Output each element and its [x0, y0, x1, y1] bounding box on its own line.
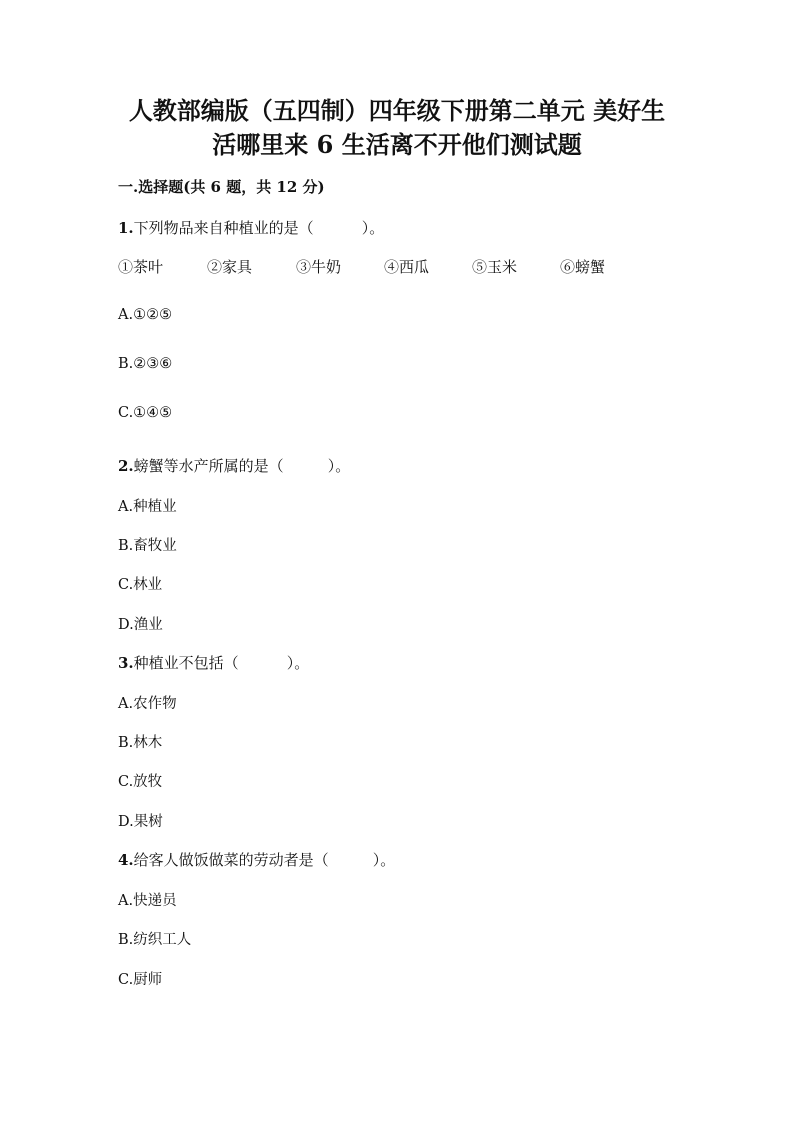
question-number: 2.	[118, 457, 134, 475]
question-close: ）。	[286, 654, 310, 672]
question-4-option-a: A.快递员	[118, 893, 177, 909]
worksheet-title-line-1: 人教部编版（五四制）四年级下册第二单元 美好生	[128, 96, 666, 125]
question-3-option-d: D.果树	[118, 814, 163, 830]
question-2-option-c: C.林业	[118, 577, 163, 593]
question-text: 螃蟹等水产所属的是（	[133, 457, 284, 475]
question-4-option-c: C.厨师	[118, 972, 163, 988]
question-text: 下列物品来自种植业的是（	[133, 219, 314, 237]
question-1-option-c: C.①④⑤	[118, 405, 173, 421]
question-text: 种植业不包括（	[133, 654, 239, 672]
worksheet-title-line-2: 活哪里来 6 生活离不开他们测试题	[212, 130, 582, 159]
question-1	[118, 217, 384, 238]
question-3-option-c: C.放牧	[118, 774, 163, 790]
question-4	[118, 849, 395, 870]
question-close: ）。	[372, 851, 396, 869]
question-3-option-a: A.农作物	[118, 696, 177, 712]
question-number: 3.	[118, 654, 134, 672]
item-6: ⑥螃蟹	[560, 258, 606, 276]
item-2: ②家具	[207, 258, 253, 276]
question-1-option-b: B.②③⑥	[118, 356, 173, 372]
item-4: ④西瓜	[384, 258, 430, 276]
question-1-option-a: A.①②⑤	[118, 307, 173, 323]
question-number: 1.	[118, 219, 134, 237]
question-3	[118, 652, 309, 673]
question-close: ）。	[361, 219, 385, 237]
item-1: ①茶叶	[118, 258, 164, 276]
item-3: ③牛奶	[296, 258, 342, 276]
question-close: ）。	[327, 457, 351, 475]
question-2-option-b: B.畜牧业	[118, 538, 177, 554]
question-2	[118, 455, 350, 476]
item-5: ⑤玉米	[472, 258, 518, 276]
question-text: 给客人做饭做菜的劳动者是（	[133, 851, 329, 869]
question-number: 4.	[118, 851, 134, 869]
question-4-option-b: B.纺织工人	[118, 932, 192, 948]
section-heading: 一.选择题(共 6 题，共 12 分)	[118, 178, 325, 196]
question-2-option-d: D.渔业	[118, 617, 163, 633]
question-3-option-b: B.林木	[118, 735, 163, 751]
question-2-option-a: A.种植业	[118, 499, 177, 515]
